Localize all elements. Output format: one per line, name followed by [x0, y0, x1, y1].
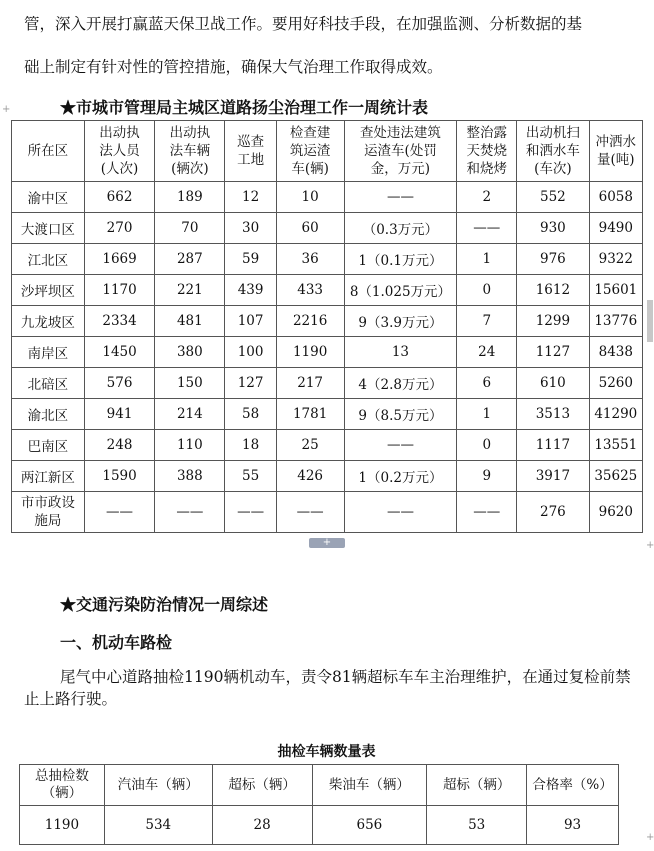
vehicle-inspection-table — [19, 764, 619, 845]
table-cell: 552 — [517, 182, 589, 213]
header-line: 筑运渣 — [289, 143, 331, 159]
header-line: 查处违法建筑 — [359, 125, 441, 141]
table-row — [12, 461, 643, 492]
vehicle-check-paragraph: 尾气中心道路抽检1190辆机动车，责令81辆超标车车主治理维护，在通过复检前禁止上路行驶。 — [24, 668, 631, 708]
table-cell: 110 — [155, 430, 225, 461]
table-cell: 30 — [225, 213, 276, 244]
table-cell: 8（1.025万元） — [344, 275, 457, 306]
table-cell: 28 — [212, 806, 312, 845]
header-line: 和洒水车 — [525, 143, 580, 159]
header-line: 和烧烤 — [466, 161, 508, 177]
district-name — [12, 492, 85, 533]
table-cell: 2216 — [276, 306, 344, 337]
intro-line-2: 础上制定有针对性的管控措施，确保大气治理工作取得成效。 — [24, 58, 443, 76]
district-name: 巴南区 — [12, 430, 85, 461]
table-cell: 380 — [155, 337, 225, 368]
table-cell: 1（0.2万元） — [344, 461, 457, 492]
district-name: 北碚区 — [12, 368, 85, 399]
column-header — [276, 121, 344, 182]
table-cell: （0.3万元） — [344, 213, 457, 244]
column-header — [225, 121, 276, 182]
table-header-row — [20, 765, 619, 806]
header-line: 合格率（%） — [532, 776, 613, 793]
table-cell: 433 — [276, 275, 344, 306]
table-cell: 15601 — [589, 275, 642, 306]
column-header — [20, 765, 105, 806]
table-cell: 1299 — [517, 306, 589, 337]
table-cell: 1170 — [84, 275, 155, 306]
table-cell: 481 — [155, 306, 225, 337]
table-cell: 13551 — [589, 430, 642, 461]
table-cell: 534 — [104, 806, 212, 845]
table-cell: 6 — [457, 368, 517, 399]
table-cell: 4（2.8万元） — [344, 368, 457, 399]
district-name: 大渡口区 — [12, 213, 85, 244]
column-header — [212, 765, 312, 806]
table-cell: 9 — [457, 461, 517, 492]
table-cell: 0 — [457, 430, 517, 461]
table-cell: 150 — [155, 368, 225, 399]
table-row — [12, 213, 643, 244]
table-corner-icon[interactable]: + — [646, 540, 654, 551]
table-cell: 93 — [527, 806, 619, 845]
table-cell: 10 — [276, 182, 344, 213]
table-cell: 221 — [155, 275, 225, 306]
header-line: 量(吨) — [597, 152, 635, 168]
table-move-handle-icon[interactable]: + — [2, 104, 11, 115]
table-cell: 0 — [457, 275, 517, 306]
table-cell: 1190 — [276, 337, 344, 368]
header-line: 超标（辆） — [228, 776, 296, 793]
table-cell: —— — [344, 430, 457, 461]
table-cell: 18 — [225, 430, 276, 461]
header-line: (人次) — [100, 161, 139, 177]
table-cell: 1 — [457, 399, 517, 430]
header-line: 检查建 — [289, 125, 331, 141]
table-cell: 55 — [225, 461, 276, 492]
table-cell: 1（0.1万元） — [344, 244, 457, 275]
table-cell: —— — [155, 492, 225, 533]
header-line: 车(辆) — [291, 161, 329, 177]
table-cell: —— — [84, 492, 155, 533]
table-cell: 1612 — [517, 275, 589, 306]
table-row — [12, 244, 643, 275]
column-header — [84, 121, 155, 182]
column-header — [155, 121, 225, 182]
column-header — [517, 121, 589, 182]
table-cell: 24 — [457, 337, 517, 368]
table-row — [12, 337, 643, 368]
district-name-line: 施局 — [34, 513, 62, 529]
table-cell: 1 — [457, 244, 517, 275]
table-cell: 976 — [517, 244, 589, 275]
table-cell: 576 — [84, 368, 155, 399]
table-cell: 214 — [155, 399, 225, 430]
column-header — [12, 121, 85, 182]
column-header — [312, 765, 427, 806]
vehicle-check-subtitle: 一、机动车路检 — [60, 633, 173, 652]
table-cell: 58 — [225, 399, 276, 430]
table-cell: 930 — [517, 213, 589, 244]
header-line: 汽油车（辆） — [117, 776, 199, 793]
header-line: (车次) — [534, 161, 572, 177]
district-name: 沙坪坝区 — [12, 275, 85, 306]
table-cell: 662 — [84, 182, 155, 213]
table-cell: 100 — [225, 337, 276, 368]
table-cell: —— — [225, 492, 276, 533]
table-cell: 1117 — [517, 430, 589, 461]
table-cell: 9490 — [589, 213, 642, 244]
table-cell: 1781 — [276, 399, 344, 430]
table-resize-handle[interactable]: + — [309, 538, 345, 548]
table-cell: 217 — [276, 368, 344, 399]
table-cell: 270 — [84, 213, 155, 244]
header-line: 巡查 — [237, 134, 265, 150]
column-header — [589, 121, 642, 182]
table-row — [12, 430, 643, 461]
table-row — [12, 182, 643, 213]
table-cell: 2 — [457, 182, 517, 213]
district-name: 南岸区 — [12, 337, 85, 368]
table-row — [12, 492, 643, 533]
table-cell: 3513 — [517, 399, 589, 430]
header-line: 出动机扫 — [525, 125, 580, 141]
table-cell: —— — [344, 182, 457, 213]
table-cell: 1590 — [84, 461, 155, 492]
table-row — [12, 275, 643, 306]
table-cell: 9620 — [589, 492, 642, 533]
table-cell: 127 — [225, 368, 276, 399]
table-cell: —— — [457, 492, 517, 533]
traffic-title: ★交通污染防治情况一周综述 — [60, 595, 269, 614]
table1-title: ★市城市管理局主城区道路扬尘治理工作一周统计表 — [60, 98, 429, 117]
district-name: 九龙坡区 — [12, 306, 85, 337]
table-cell: 1669 — [84, 244, 155, 275]
table-cell: 9（3.9万元） — [344, 306, 457, 337]
table-cell: 2334 — [84, 306, 155, 337]
table-cell: 287 — [155, 244, 225, 275]
table-cell: 60 — [276, 213, 344, 244]
table-cell: 9322 — [589, 244, 642, 275]
table-cell: 25 — [276, 430, 344, 461]
table-cell: 53 — [427, 806, 527, 845]
dust-control-table — [11, 120, 643, 533]
table-row — [12, 399, 643, 430]
header-line: 冲洒水 — [595, 134, 637, 150]
district-name: 两江新区 — [12, 461, 85, 492]
table-cell: 3917 — [517, 461, 589, 492]
header-line: 工地 — [237, 152, 265, 168]
table-cell: 70 — [155, 213, 225, 244]
table-cell: 189 — [155, 182, 225, 213]
table-cell: 941 — [84, 399, 155, 430]
table-row — [12, 306, 643, 337]
vehicle-table-caption: 抽检车辆数量表 — [277, 744, 376, 760]
table-cell: 656 — [312, 806, 427, 845]
header-line: 超标（辆） — [442, 776, 511, 793]
scrollbar-thumb[interactable] — [647, 300, 653, 342]
table-cell: —— — [276, 492, 344, 533]
column-header — [457, 121, 517, 182]
table-cell: 13 — [344, 337, 457, 368]
header-line: 所在区 — [27, 143, 69, 159]
column-header — [427, 765, 527, 806]
table-cell: 13776 — [589, 306, 642, 337]
table-cell: 439 — [225, 275, 276, 306]
table-cell: 6058 — [589, 182, 642, 213]
table-cell: 12 — [225, 182, 276, 213]
table-cell: 1190 — [20, 806, 105, 845]
table-cell: 8438 — [589, 337, 642, 368]
table-cell: 41290 — [589, 399, 642, 430]
header-line: 总抽检数 — [34, 768, 89, 784]
district-name: 渝北区 — [12, 399, 85, 430]
table-cell: 36 — [276, 244, 344, 275]
table-cell: 5260 — [589, 368, 642, 399]
table-cell: 107 — [225, 306, 276, 337]
header-line: (辆次) — [171, 161, 209, 177]
table-cell: 59 — [225, 244, 276, 275]
table-cell: 1450 — [84, 337, 155, 368]
header-line: 金，万元) — [370, 161, 431, 177]
table-cell: —— — [457, 213, 517, 244]
table-cell: 610 — [517, 368, 589, 399]
district-name: 江北区 — [12, 244, 85, 275]
table-cell: 7 — [457, 306, 517, 337]
column-header — [527, 765, 619, 806]
header-line: 整治露 — [466, 125, 508, 141]
table-header-row — [12, 121, 643, 182]
column-header — [344, 121, 457, 182]
table-cell: 426 — [276, 461, 344, 492]
table-cell: —— — [344, 492, 457, 533]
header-line: 法人员 — [99, 143, 140, 159]
table-row — [12, 368, 643, 399]
table-cell: 1127 — [517, 337, 589, 368]
header-line: 柴油车（辆） — [328, 776, 410, 793]
intro-line-1: 管，深入开展打赢蓝天保卫战工作。要用好科技手段，在加强监测、分析数据的基 — [24, 15, 583, 33]
district-name: 渝中区 — [12, 182, 85, 213]
header-line: 出动执 — [169, 125, 211, 141]
header-line: 天焚烧 — [466, 143, 508, 159]
table-cell: 9（8.5万元） — [344, 399, 457, 430]
header-line: 法车辆 — [169, 143, 211, 159]
table-cell: 35625 — [589, 461, 642, 492]
header-line: 出动执 — [99, 125, 140, 141]
table-cell: 248 — [84, 430, 155, 461]
table-row — [20, 806, 619, 845]
district-name-line: 市市政设 — [20, 495, 75, 511]
table-cell: 388 — [155, 461, 225, 492]
table2-corner-icon[interactable]: + — [646, 832, 654, 843]
table-cell: 276 — [517, 492, 589, 533]
header-line: 运渣车(处罚 — [364, 143, 437, 159]
header-line: （辆） — [41, 785, 83, 801]
column-header — [104, 765, 212, 806]
